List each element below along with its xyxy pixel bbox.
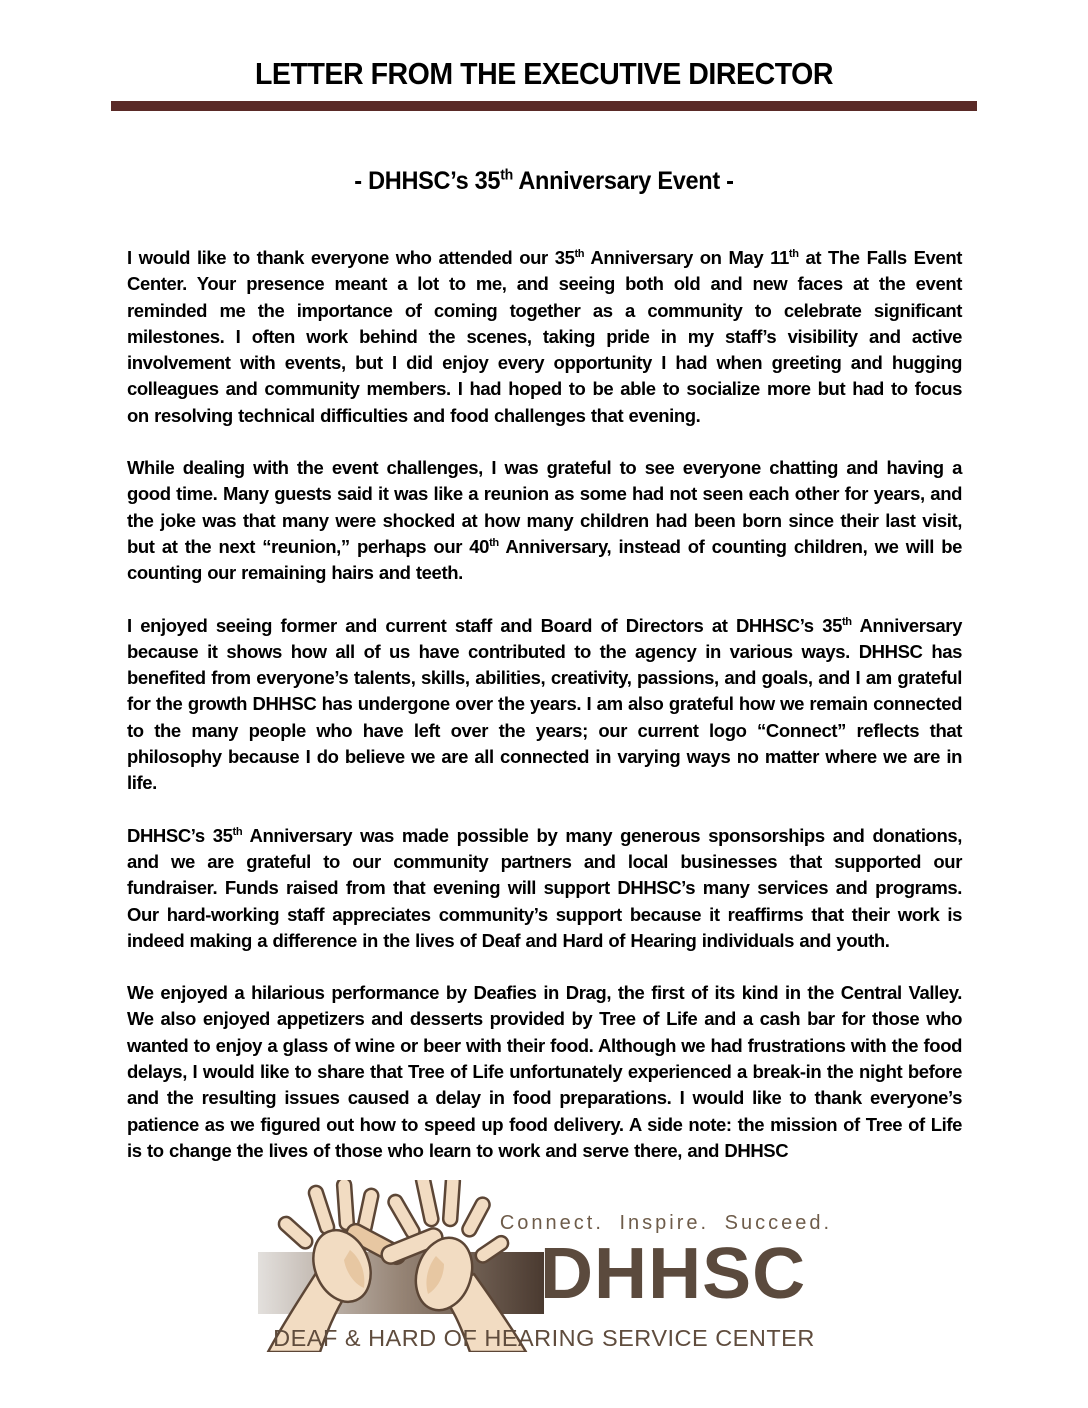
dhhsc-logo: [254, 1180, 834, 1352]
letter-body: [0, 245, 1088, 1164]
letter-paragraph-5: We enjoyed a hilarious performance by Deafies in Drag, the first of its kind in the Central Valley. We also enjoyed appetizers and desserts provided by Tree of Life and a cash bar for those who wanted to enjoy a glass of wine or beer with their food. Although we had frustrations with the food delays, I would like to share that Tree of Life unfortunately experienced a break-in the night before and the resulting issues caused a delay in food preparations. I would like to thank everyone’s patience as we figured out how to speed up food delivery. A side note: the mission of Tree of Life is to change the lives of those who learn to work and serve there, and DHHSC: [127, 982, 962, 1161]
letter-paragraph-4: DHHSC’s 35th Anniversary was made possible by many generous sponsorships and donations, and we are grateful to our community partners and local businesses that supported our fundraiser. Funds raised from that evening will support DHHSC’s many services and programs. Our hard-working staff appreciates community’s support because it reaffirms that their work is indeed making a difference in the lives of Deaf and Hard of Hearing individuals and youth.: [127, 824, 962, 951]
letter-paragraph-2: While dealing with the event challenges, I was grateful to see everyone chatting and having a good time. Many guests said it was like a reunion as some had not seen each other for years, and the joke was that many were shocked at how many children had been born since their last visit, but at the next “reunion,” perhaps our 40th Anniversary, instead of counting children, we will be counting our remaining hairs and teeth.: [127, 457, 962, 584]
letter-paragraph-1: I would like to thank everyone who attended our 35th Anniversary on May 11th at The Falls Event Center. Your presence meant a lot to me, and seeing both old and new faces at the event reminded me the importance of coming together as a community to celebrate significant milestones. I often work behind the scenes, taking pride in my staff’s visibility and active involvement with events, but I did enjoy every opportunity I had when greeting and hugging colleagues and community members. I had hoped to be able to socialize more but had to focus on resolving technical difficulties and food challenges that evening.: [127, 247, 962, 426]
letter-paragraph-3: I enjoyed seeing former and current staff and Board of Directors at DHHSC’s 35th Anniversary because it shows how all of us have contributed to the agency in various ways. DHHSC has benefited from everyone’s talents, skills, abilities, creativity, passions, and goals, and I am grateful for the growth DHHSC has undergone over the years. I am also grateful how we remain connected to the many people who have left over the years; our current logo “Connect” reflects that philosophy because I do believe we are all connected in varying ways no matter where we are in life.: [127, 614, 962, 794]
page-title: LETTER FROM THE EXECUTIVE DIRECTOR: [254, 56, 834, 91]
logo-brand-text: DHHSC: [540, 1234, 807, 1315]
logo-tagline: Connect. Inspire. Succeed.: [499, 1212, 832, 1235]
logo-organization-name: DEAF & HARD OF HEARING SERVICE CENTER: [273, 1325, 815, 1352]
letter-subtitle: - DHHSC’s 35th Anniversary Event -: [354, 166, 734, 195]
title-underline-rule: [111, 101, 977, 111]
